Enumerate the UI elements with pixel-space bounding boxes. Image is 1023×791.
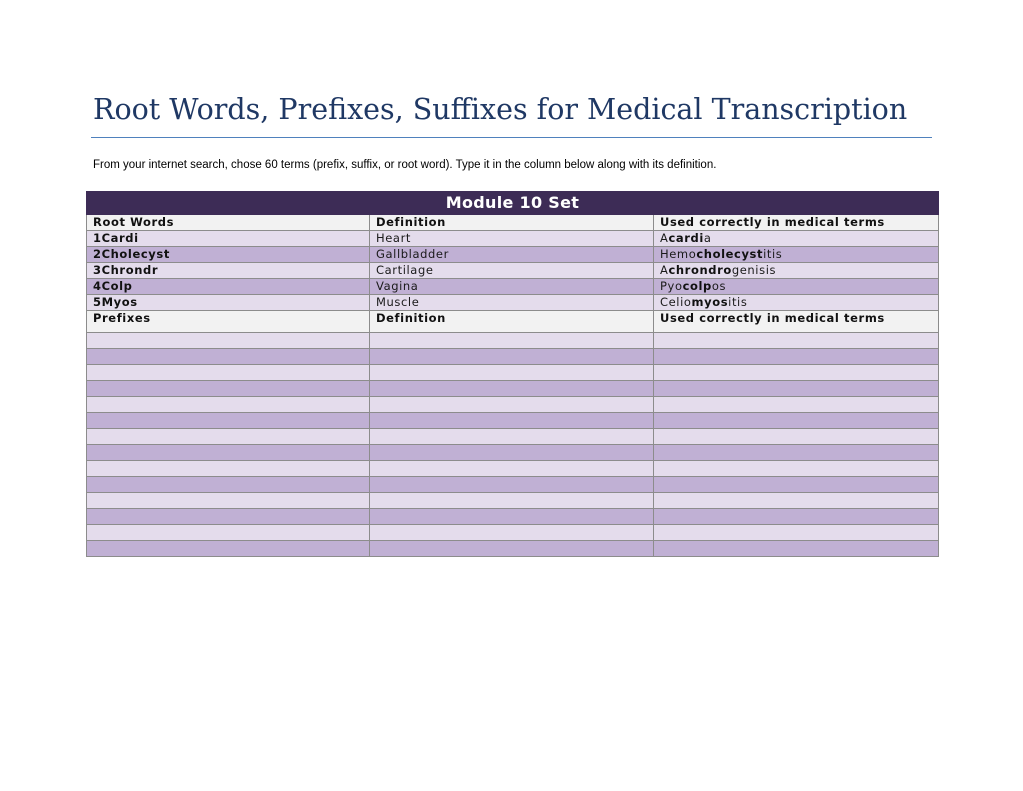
root-words-header-row	[87, 215, 939, 231]
root-term: 1Cardi	[87, 231, 370, 247]
root-usage-example	[654, 295, 939, 311]
prefix-definition	[370, 429, 654, 445]
example-text: os	[711, 279, 727, 293]
definition-header: Definition	[370, 215, 654, 231]
example-text: a	[703, 231, 712, 245]
prefix-definition	[370, 333, 654, 349]
root-row	[87, 279, 939, 295]
root-row	[87, 295, 939, 311]
root-definition: Cartilage	[370, 263, 654, 279]
prefix-usage-example	[654, 333, 939, 349]
example-highlight: cardi	[668, 231, 704, 245]
example-text: itis	[763, 247, 783, 261]
prefix-term	[87, 509, 370, 525]
example-highlight: chrondro	[668, 263, 732, 277]
example-highlight: colp	[682, 279, 712, 293]
prefix-term	[87, 493, 370, 509]
prefix-row	[87, 333, 939, 349]
example-text: Celio	[660, 295, 692, 309]
prefix-definition	[370, 509, 654, 525]
prefix-definition	[370, 397, 654, 413]
example-highlight: myos	[691, 295, 729, 309]
root-usage-example	[654, 279, 939, 295]
prefix-term	[87, 333, 370, 349]
prefix-definition	[370, 541, 654, 557]
prefix-term	[87, 445, 370, 461]
title-divider	[91, 137, 932, 138]
prefix-usage-example	[654, 429, 939, 445]
root-definition: Muscle	[370, 295, 654, 311]
root-definition: Heart	[370, 231, 654, 247]
root-row	[87, 263, 939, 279]
prefix-usage-example	[654, 541, 939, 557]
prefix-term	[87, 365, 370, 381]
prefix-row	[87, 349, 939, 365]
prefix-row	[87, 397, 939, 413]
prefix-usage-example	[654, 413, 939, 429]
prefix-row	[87, 445, 939, 461]
prefix-row	[87, 541, 939, 557]
prefix-row	[87, 413, 939, 429]
prefix-definition	[370, 349, 654, 365]
prefix-definition	[370, 365, 654, 381]
root-usage-example	[654, 231, 939, 247]
prefix-row	[87, 477, 939, 493]
example-text: itis	[728, 295, 748, 309]
prefix-definition	[370, 381, 654, 397]
prefix-definition	[370, 525, 654, 541]
prefix-term	[87, 541, 370, 557]
root-term: 2Cholecyst	[87, 247, 370, 263]
prefix-usage-example	[654, 509, 939, 525]
prefix-term	[87, 413, 370, 429]
instructions-text: From your internet search, chose 60 terms (prefix, suffix, or root word). Type it in the column below along with its definition.	[93, 159, 717, 171]
example-text: Pyo	[660, 279, 683, 293]
prefix-definition	[370, 445, 654, 461]
prefix-usage-example	[654, 365, 939, 381]
prefix-definition	[370, 461, 654, 477]
prefix-term	[87, 381, 370, 397]
prefix-usage-example	[654, 477, 939, 493]
document-title: Root Words, Prefixes, Suffixes for Medical Transcription	[93, 93, 908, 126]
prefix-definition	[370, 493, 654, 509]
terms-table	[86, 191, 939, 557]
prefix-row	[87, 525, 939, 541]
prefixes-header-row	[87, 311, 939, 333]
root-row	[87, 231, 939, 247]
root-usage-example	[654, 263, 939, 279]
example-highlight: cholecyst	[696, 247, 764, 261]
root-words-header: Root Words	[87, 215, 370, 231]
root-term: 3Chrondr	[87, 263, 370, 279]
prefix-row	[87, 365, 939, 381]
root-row	[87, 247, 939, 263]
example-text: A	[660, 263, 669, 277]
root-term: 5Myos	[87, 295, 370, 311]
prefix-row	[87, 509, 939, 525]
example-text: A	[660, 231, 669, 245]
prefix-definition	[370, 413, 654, 429]
prefix-usage-example	[654, 381, 939, 397]
root-usage-example	[654, 247, 939, 263]
prefix-term	[87, 429, 370, 445]
prefix-definition	[370, 477, 654, 493]
root-definition: Vagina	[370, 279, 654, 295]
root-term: 4Colp	[87, 279, 370, 295]
prefix-usage-example	[654, 493, 939, 509]
definition-header: Definition	[370, 311, 654, 333]
table-banner: Module 10 Set	[87, 192, 939, 215]
prefix-row	[87, 381, 939, 397]
prefix-usage-example	[654, 445, 939, 461]
root-definition: Gallbladder	[370, 247, 654, 263]
prefix-usage-example	[654, 349, 939, 365]
prefixes-header: Prefixes	[87, 311, 370, 333]
prefix-usage-example	[654, 461, 939, 477]
table-banner-row	[87, 192, 939, 215]
prefix-term	[87, 525, 370, 541]
example-text: Hemo	[660, 247, 697, 261]
prefix-row	[87, 429, 939, 445]
usage-header: Used correctly in medical terms	[654, 215, 939, 231]
prefix-term	[87, 461, 370, 477]
prefix-row	[87, 493, 939, 509]
prefix-term	[87, 477, 370, 493]
example-text: genisis	[731, 263, 777, 277]
prefix-term	[87, 397, 370, 413]
prefix-usage-example	[654, 397, 939, 413]
prefix-term	[87, 349, 370, 365]
prefix-row	[87, 461, 939, 477]
usage-header: Used correctly in medical terms	[654, 311, 939, 333]
prefix-usage-example	[654, 525, 939, 541]
